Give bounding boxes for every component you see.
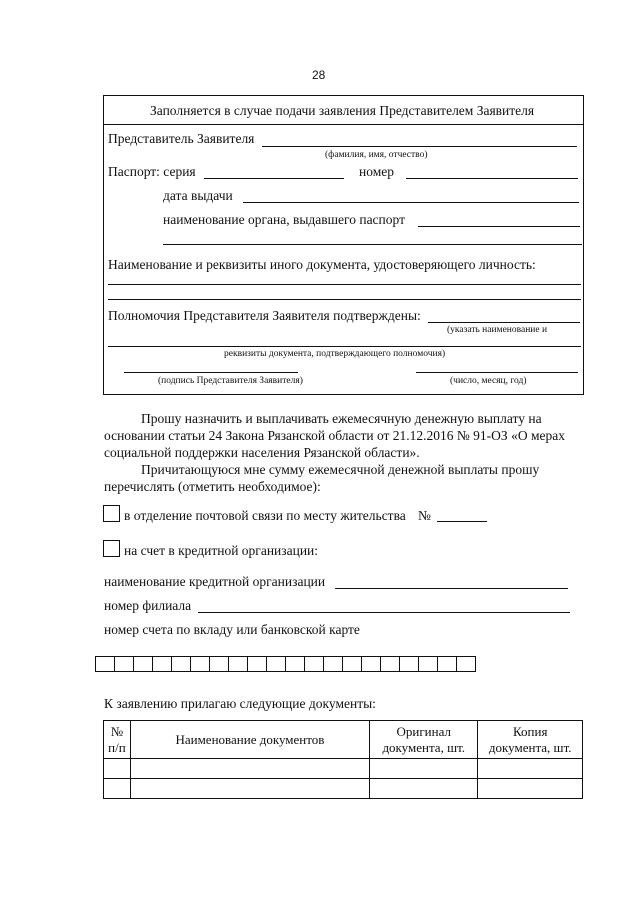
passport-series-label: Паспорт: серия <box>108 164 196 179</box>
bank-name-field[interactable] <box>335 588 568 589</box>
date-hint: (число, месяц, год) <box>450 376 527 386</box>
row-original-cell[interactable] <box>370 779 478 799</box>
powers-label: Полномочия Представителя Заявителя подтверждены: <box>108 308 421 323</box>
other-document-field[interactable] <box>108 284 581 285</box>
table-row <box>104 779 583 799</box>
row-original-cell[interactable] <box>370 759 478 779</box>
account-digit-cell[interactable] <box>171 656 191 672</box>
representative-header: Заполняется в случае подачи заявления Представителем Заявителя <box>150 103 535 118</box>
table-header-row <box>104 721 583 759</box>
issuer-field-line2[interactable] <box>163 244 582 245</box>
col-name-label: Наименование документов <box>175 731 325 747</box>
row-name-cell[interactable] <box>130 759 369 779</box>
row-copy-cell[interactable] <box>478 779 583 799</box>
col-copy <box>478 721 583 759</box>
col-original-line1: Оригинал <box>396 723 451 739</box>
post-office-label: в отделение почтовой связи по месту жительства <box>124 508 406 523</box>
post-office-number-label: № <box>418 508 431 523</box>
request-line-2: основании статьи 24 Закона Рязанской области от 21.12.2016 № 91-ОЗ «О мерах <box>104 428 565 443</box>
other-document-label: Наименование и реквизиты иного документа, удостоверяющего личность: <box>108 257 536 272</box>
bank-name-label: наименование кредитной организации <box>104 574 326 589</box>
bank-account-checkbox[interactable] <box>103 540 120 557</box>
post-office-checkbox[interactable] <box>103 505 120 522</box>
row-number-cell[interactable] <box>104 759 131 779</box>
account-digit-cell[interactable] <box>380 656 400 672</box>
account-digit-cell[interactable] <box>437 656 457 672</box>
account-digit-cell[interactable] <box>152 656 172 672</box>
account-digit-cell[interactable] <box>361 656 381 672</box>
account-digit-cell[interactable] <box>190 656 210 672</box>
col-copy-line1: Копия <box>513 723 548 739</box>
account-digit-cell[interactable] <box>418 656 438 672</box>
account-digit-cell[interactable] <box>323 656 343 672</box>
bank-account-label: на счет в кредитной организации: <box>124 543 319 558</box>
post-office-number-field[interactable] <box>437 521 487 522</box>
header-divider <box>104 124 583 125</box>
col-number <box>104 721 131 759</box>
account-digit-cell[interactable] <box>209 656 229 672</box>
powers-field-line2[interactable] <box>108 346 581 347</box>
powers-field[interactable] <box>428 322 580 323</box>
documents-intro: К заявлению прилагаю следующие документы: <box>104 696 376 711</box>
account-digit-cell[interactable] <box>285 656 305 672</box>
table-row <box>104 759 583 779</box>
account-digit-cell[interactable] <box>456 656 476 672</box>
issue-date-label: дата выдачи <box>163 188 233 203</box>
col-number-line1: № <box>110 723 124 739</box>
account-digit-cell[interactable] <box>399 656 419 672</box>
col-number-line2: п/п <box>108 739 126 755</box>
account-number-cells[interactable] <box>96 656 476 672</box>
documents-table <box>103 720 583 799</box>
account-digit-cell[interactable] <box>304 656 324 672</box>
request-line-3: социальной поддержки населения Рязанской области». <box>104 445 420 460</box>
representative-label: Представитель Заявителя <box>108 131 255 146</box>
transfer-line-1: Причитающуюся мне сумму ежемесячной денежной выплаты прошу <box>141 462 540 477</box>
powers-hint-1: (указать наименование и <box>447 325 548 335</box>
account-digit-cell[interactable] <box>266 656 286 672</box>
account-digit-cell[interactable] <box>228 656 248 672</box>
col-original <box>370 721 478 759</box>
request-paragraph <box>104 410 584 495</box>
row-number-cell[interactable] <box>104 779 131 799</box>
branch-field[interactable] <box>198 612 570 613</box>
issuer-field[interactable] <box>418 226 580 227</box>
row-name-cell[interactable] <box>130 779 369 799</box>
signature-field[interactable] <box>124 372 298 373</box>
representative-fio-field[interactable] <box>262 146 577 147</box>
powers-hint-2: реквизиты документа, подтверждающего полномочия) <box>224 349 446 359</box>
col-name <box>130 721 369 759</box>
branch-label: номер филиала <box>104 598 192 613</box>
passport-series-field[interactable] <box>204 178 344 179</box>
account-digit-cell[interactable] <box>133 656 153 672</box>
transfer-line-2: перечислять (отметить необходимое): <box>104 479 321 494</box>
col-original-line2: документа, шт. <box>382 739 466 755</box>
fio-hint: (фамилия, имя, отчество) <box>325 150 428 160</box>
other-document-field-line2[interactable] <box>108 299 581 300</box>
page-number: 28 <box>312 68 326 82</box>
account-digit-cell[interactable] <box>114 656 134 672</box>
account-label: номер счета по вкладу или банковской карте <box>104 622 360 637</box>
signature-hint: (подпись Представителя Заявителя) <box>158 376 303 386</box>
account-digit-cell[interactable] <box>247 656 267 672</box>
row-copy-cell[interactable] <box>478 759 583 779</box>
issue-date-field[interactable] <box>243 202 579 203</box>
col-copy-line2: документа, шт. <box>488 739 572 755</box>
passport-number-field[interactable] <box>406 178 578 179</box>
issuer-label: наименование органа, выдавшего паспорт <box>163 212 405 227</box>
date-field[interactable] <box>416 372 578 373</box>
request-line-1: Прошу назначить и выплачивать ежемесячную денежную выплату на <box>141 411 542 426</box>
account-digit-cell[interactable] <box>95 656 115 672</box>
account-digit-cell[interactable] <box>342 656 362 672</box>
passport-number-label: номер <box>359 164 395 179</box>
